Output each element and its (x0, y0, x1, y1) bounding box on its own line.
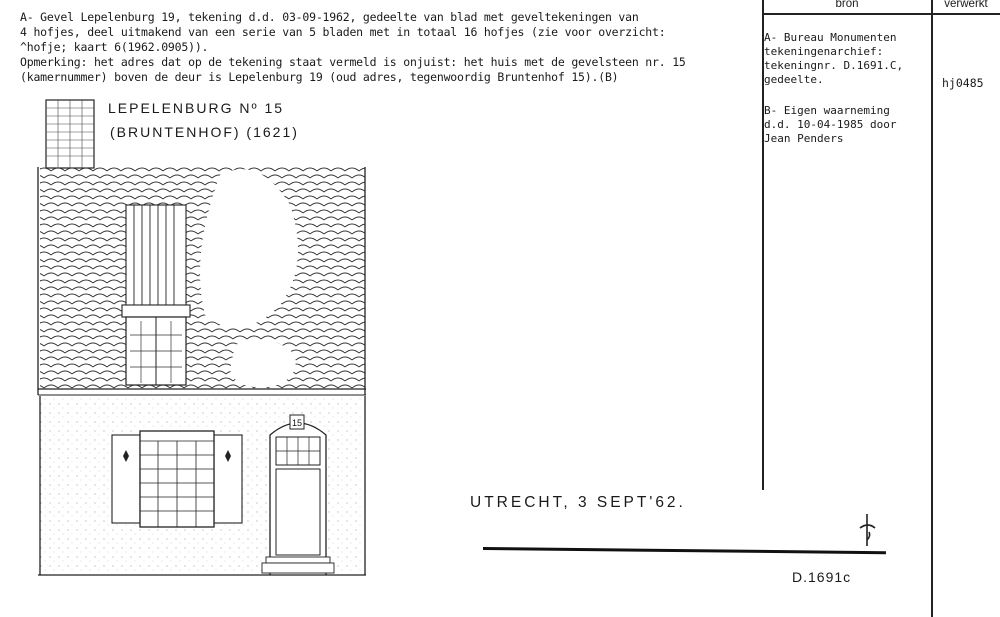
roof (38, 167, 366, 395)
drawing-title-2: (BRUNTENHOF) (1621) (110, 124, 299, 140)
source-b-line: d.d. 10-04-1985 door (764, 118, 897, 131)
source-b (764, 104, 929, 146)
description-line: 4 hofjes, deel uitmakend van een serie van 5 bladen met in totaal 16 hofjes (zie voor overzicht: (20, 25, 666, 39)
signature-mark (855, 512, 885, 548)
drawing-number: D.1691c (792, 569, 852, 585)
drawing-underline (483, 547, 886, 554)
source-b-line: B- Eigen waarneming (764, 104, 890, 117)
description-line: (kamernummer) boven de deur is Lepelenburg 19 (oud adres, tegenwoordig Bruntenhof 15).(B) (20, 70, 619, 84)
header-bron: bron (835, 0, 859, 10)
location-date-stamp: UTRECHT, 3 SEPT'62. (470, 494, 686, 511)
reference-code: hj0485 (942, 76, 984, 90)
source-a-line: tekeningnr. D.1691.C, (764, 59, 904, 72)
source-a-line: tekeningenarchief: (764, 45, 884, 58)
drawing-title-1: LEPELENBURG Nº 15 (108, 100, 285, 116)
front-door (262, 415, 334, 575)
description-text (20, 10, 755, 85)
table-header-rule (762, 13, 1000, 15)
description-line: Opmerking: het adres dat op de tekening staat vermeld is onjuist: het huis met de gevelsteen nr. 15 (20, 55, 686, 69)
header-verwerkt: verwerkt (944, 0, 988, 10)
description-line: A- Gevel Lepelenburg 19, tekening d.d. 03-09-1962, gedeelte van blad met geveltekeningen van (20, 10, 639, 24)
source-a (764, 31, 929, 87)
table-divider-right (931, 0, 933, 617)
dormer (122, 205, 190, 385)
ground-window (112, 431, 242, 527)
description-line: ^hofje; kaart 6(1962.0905)). (20, 40, 209, 54)
source-a-line: A- Bureau Monumenten (764, 31, 897, 44)
house-number-stone: 15 (291, 418, 303, 428)
source-a-line: gedeelte. (764, 73, 824, 86)
facade-drawing (30, 95, 370, 585)
source-b-line: Jean Penders (764, 132, 844, 145)
chimney (46, 100, 94, 168)
